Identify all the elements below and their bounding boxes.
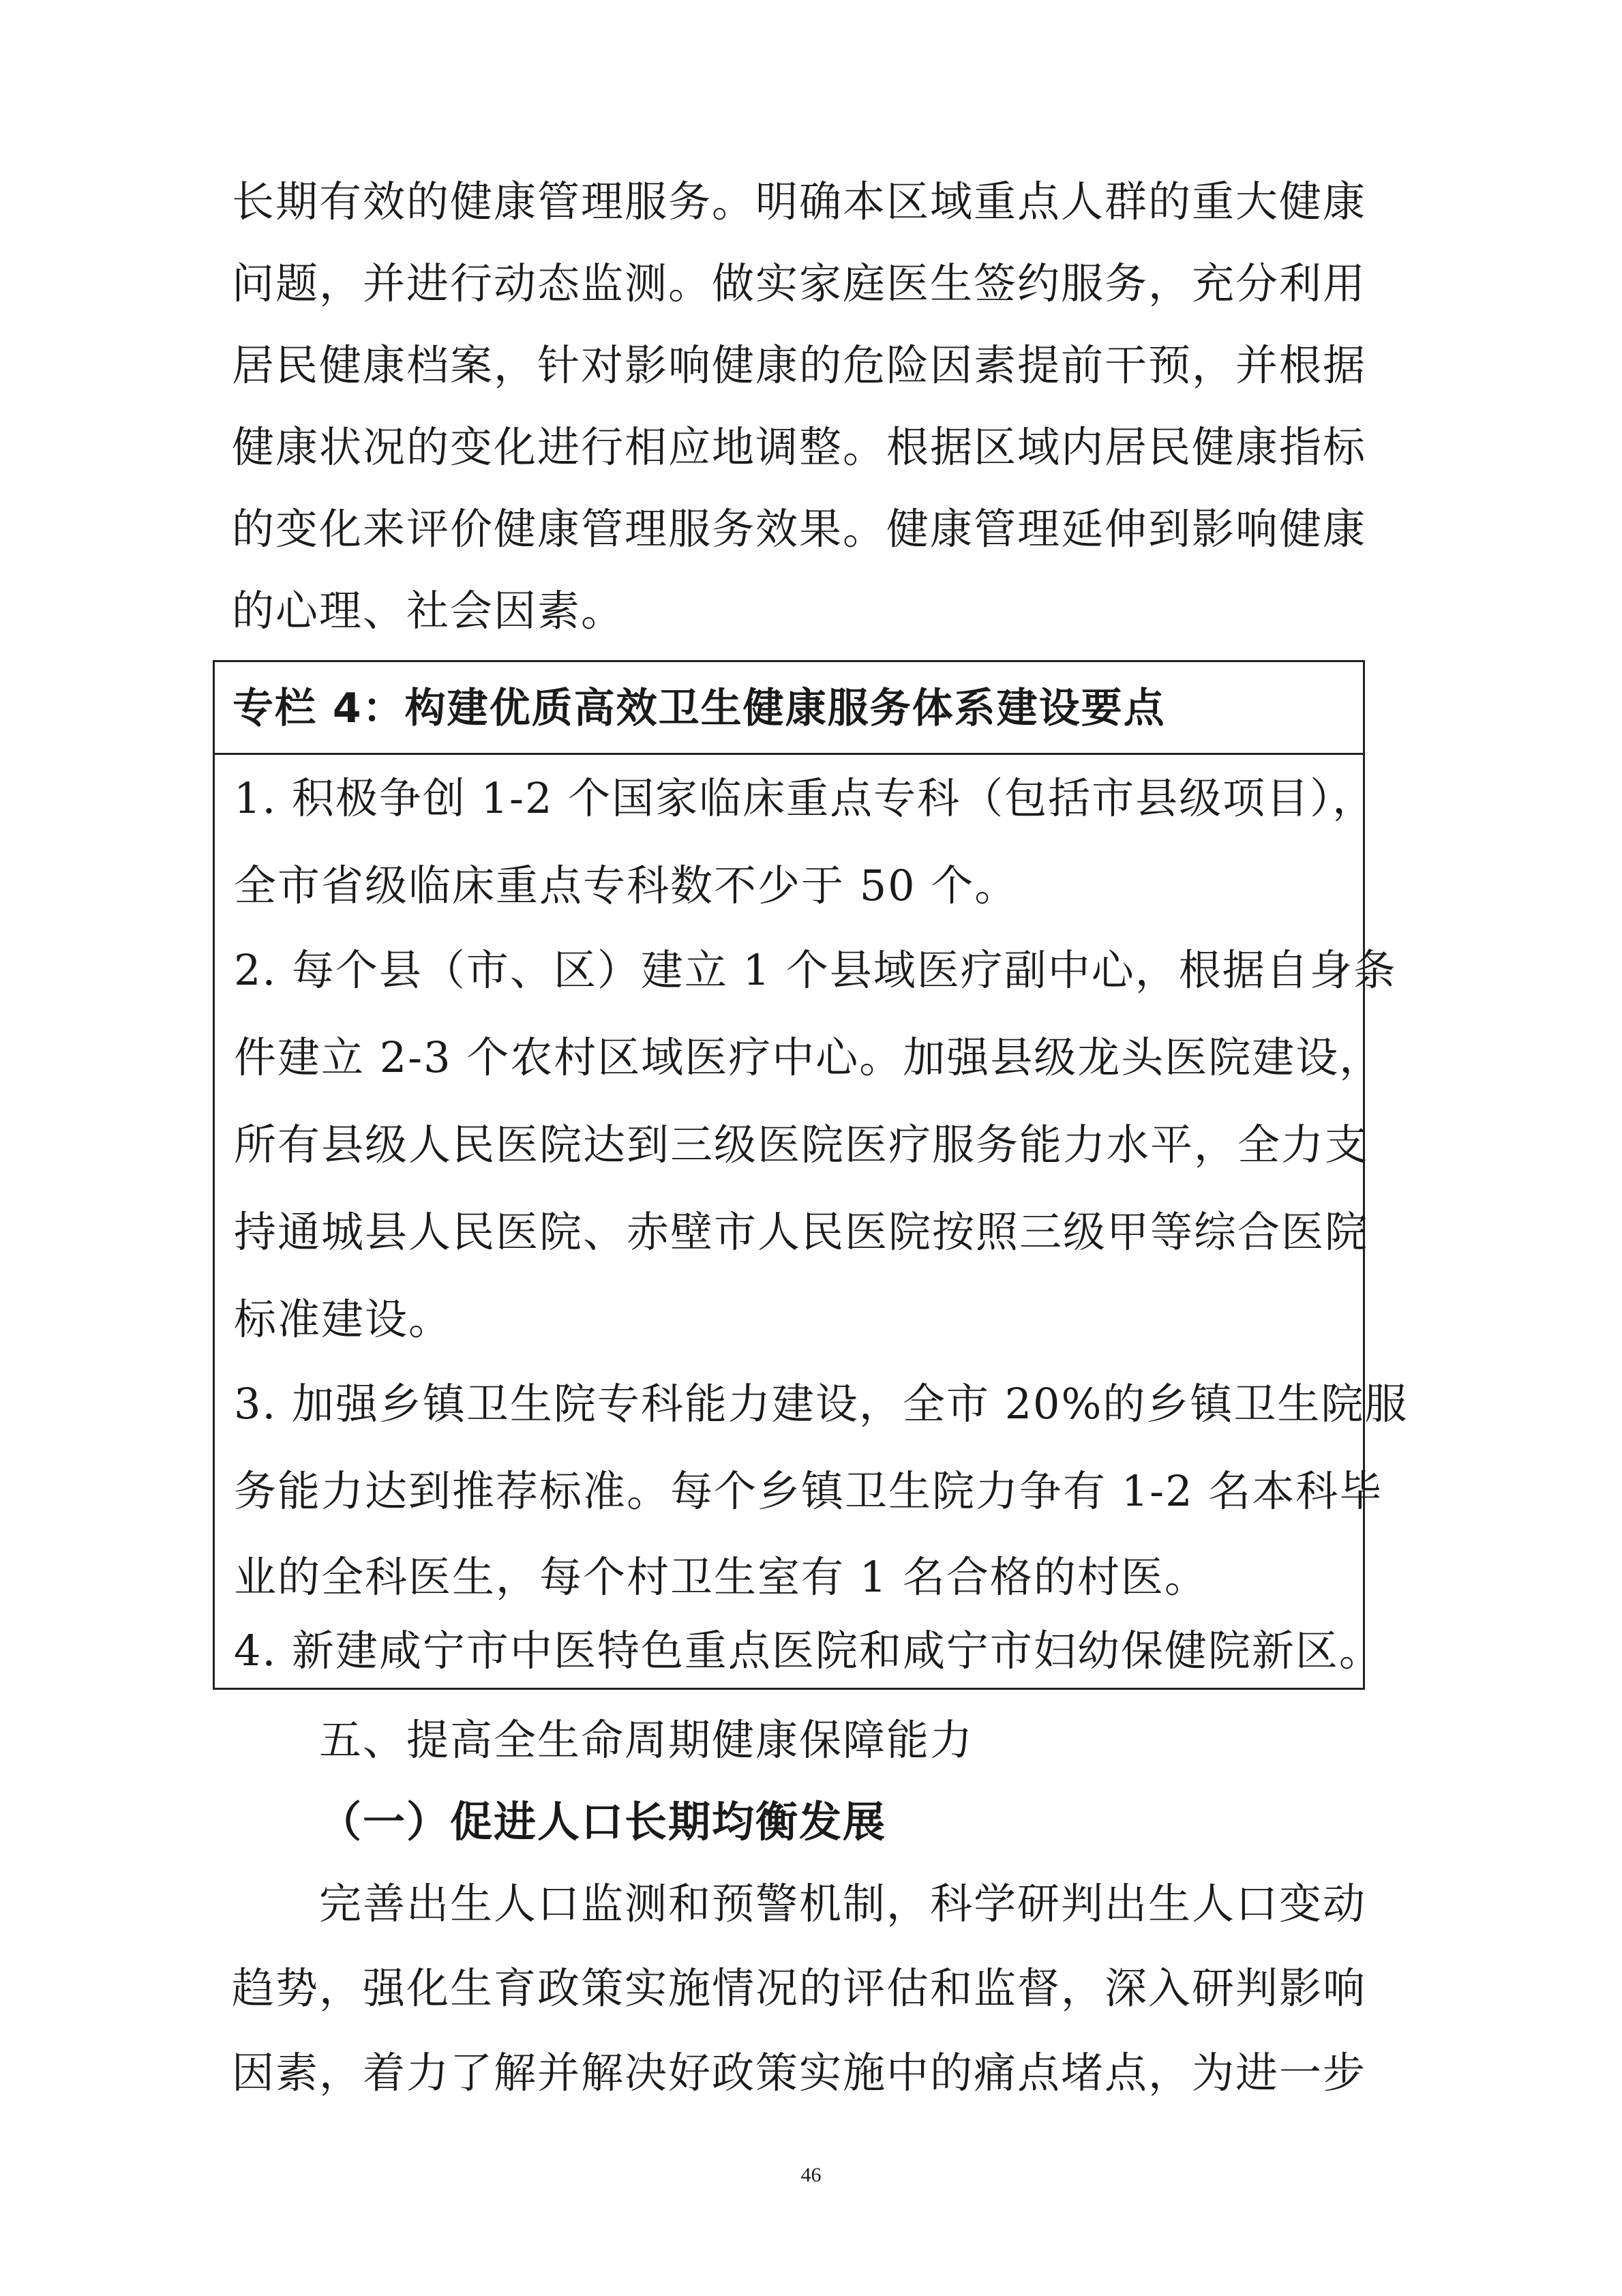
box-line: 2. 每个县（市、区）建立 1 个县域医疗副中心，根据自身条	[234, 945, 1397, 995]
box-line: 标准建设。	[234, 1294, 453, 1344]
feature-box-header	[215, 662, 1363, 755]
intro-line: 健康状况的变化进行相应地调整。根据区域内居民健康指标	[232, 422, 1367, 472]
intro-line: 居民健康档案，针对影响健康的危险因素提前干预，并根据	[232, 340, 1367, 390]
box-line: 全市省级临床重点专科数不少于 50 个。	[234, 861, 1019, 910]
subsection-heading: （一）促进人口长期均衡发展	[319, 1797, 887, 1847]
box-line: 持通城县人民医院、赤壁市人民医院按照三级甲等综合医院	[234, 1207, 1369, 1257]
box-line: 3. 加强乡镇卫生院专科能力建设，全市 20%的乡镇卫生院服	[234, 1379, 1409, 1429]
section-heading: 五、提高全生命周期健康保障能力	[319, 1715, 974, 1765]
box-line: 件建立 2-3 个农村区域医疗中心。加强县级龙头医院建设，	[234, 1032, 1383, 1082]
box-line: 4. 新建咸宁市中医特色重点医院和咸宁市妇幼保健院新区。	[234, 1626, 1383, 1675]
intro-line: 长期有效的健康管理服务。明确本区域重点人群的重大健康	[232, 177, 1367, 226]
intro-line: 问题，并进行动态监测。做实家庭医生签约服务，充分利用	[232, 258, 1367, 308]
box-line: 务能力达到推荐标准。每个乡镇卫生院力争有 1-2 名本科毕	[234, 1466, 1383, 1516]
intro-line: 的变化来评价健康管理服务效果。健康管理延伸到影响健康	[232, 504, 1367, 554]
body-line: 完善出生人口监测和预警机制，科学研判出生人口变动	[319, 1879, 1367, 1928]
feature-box-title: 专栏 4：构建优质高效卫生健康服务体系建设要点	[232, 685, 1166, 732]
box-line: 业的全科医生，每个村卫生室有 1 名合格的村医。	[234, 1552, 1208, 1602]
feature-box	[213, 660, 1409, 1690]
page-number: 46	[800, 2164, 822, 2186]
box-line: 1. 积极争创 1-2 个国家临床重点专科（包括市县级项目），	[234, 773, 1377, 823]
box-line: 所有县级人民医院达到三级医院医疗服务能力水平，全力支	[234, 1120, 1369, 1169]
body-line: 因素，着力了解并解决好政策实施中的痛点堵点，为进一步	[232, 2048, 1367, 2098]
body-line: 趋势，强化生育政策实施情况的评估和监督，深入研判影响	[232, 1963, 1367, 2013]
intro-line: 的心理、社会因素。	[232, 586, 625, 636]
